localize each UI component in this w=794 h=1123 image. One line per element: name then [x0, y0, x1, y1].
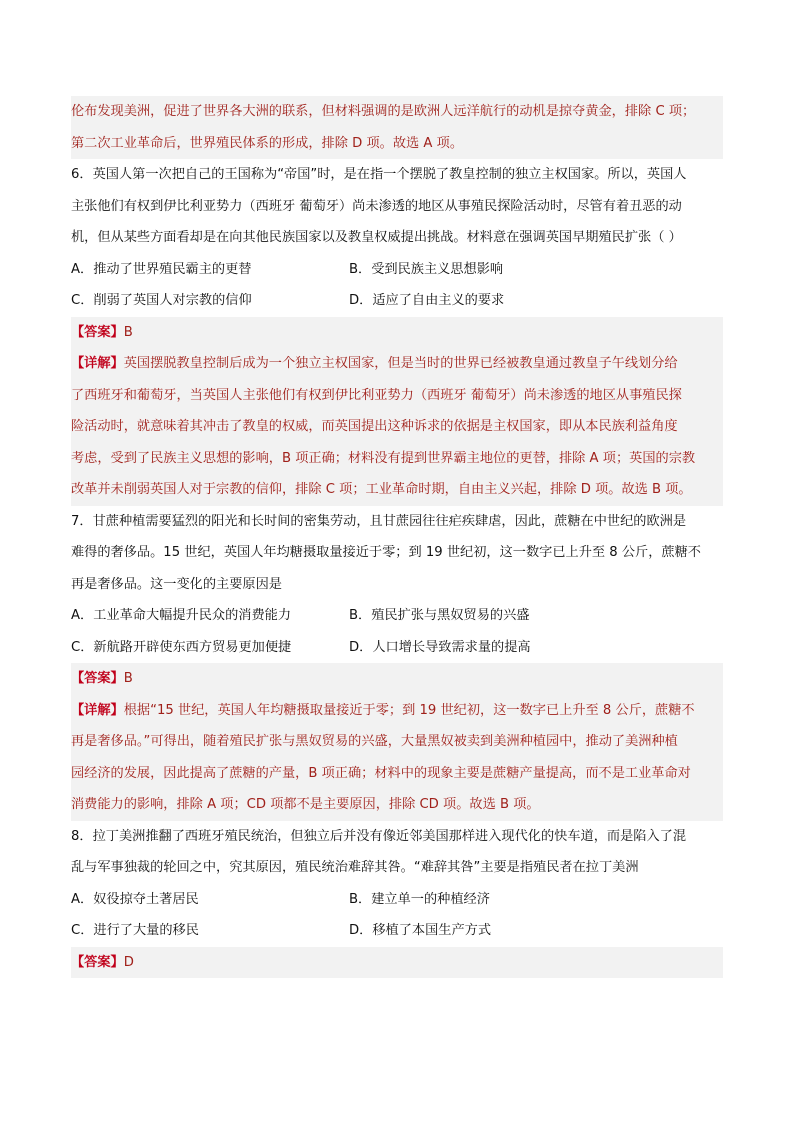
options-row [71, 254, 723, 286]
detail-text: 英国摆脱教皇控制后成为一个独立主权国家，但是当时的世界已经被教皇通过教皇子午线划分给 [123, 356, 678, 371]
option-c: C．削弱了英国人对宗教的信仰 [71, 293, 252, 308]
detail-line: 园经济的发展，因此提高了蔗糖的产量，B 项正确；材料中的现象主要是蔗糖产量提高，而不是工业革命对 [71, 758, 723, 790]
answer-value: B [123, 671, 133, 686]
question-7 [71, 506, 723, 821]
question-8 [71, 821, 723, 979]
detail-line: 考虑，受到了民族主义思想的影响，B 项正确；材料没有提到世界霸主地位的更替，排除 A 项；英国的宗教 [71, 443, 723, 475]
answer-value: B [123, 324, 133, 340]
detail-line: 改革并未削弱英国人对于宗教的信仰，排除 C 项；工业革命时期，自由主义兴起，排除 D 项。故选 B 项。 [71, 474, 723, 506]
document-page [71, 96, 723, 978]
question-stem-line: 乱与军事独裁的轮回之中，究其原因，殖民统治难辞其咎。“难辞其咎”主要是指殖民者在拉丁美洲 [71, 860, 639, 875]
answer-label: 【答案】 [71, 954, 124, 970]
option-b: B．殖民扩张与黑奴贸易的兴盛 [349, 608, 530, 623]
prev-explanation-line: 伦布发现美洲，促进了世界各大洲的联系，但材料强调的是欧洲人远洋航行的动机是掠夺黄金，排除 C 项； [71, 96, 723, 128]
options-row [71, 884, 723, 916]
detail-row [71, 695, 723, 727]
question-stem-line: 主张他们有权到伊比利亚势力（西班牙 葡萄牙）尚未渗透的地区从事殖民探险活动时，尽管有着丑恶的动 [71, 198, 682, 214]
question-stem-line: 7．甘蔗种植需要猛烈的阳光和长时间的密集劳动，且甘蔗园往往疟疾肆虐，因此，蔗糖在中世纪的欧洲是 [71, 513, 687, 529]
question-6 [71, 159, 723, 506]
question-stem-line: 8．拉丁美洲推翻了西班牙殖民统治，但独立后并没有像近邻美国那样进入现代化的快车道，而是陷入了混 [71, 828, 687, 844]
option-a: A．工业革命大幅提升民众的消费能力 [71, 608, 292, 623]
options-row [71, 285, 723, 317]
detail-line: 险活动时，就意味着其冲击了教皇的权威，而英国提出这种诉求的依据是主权国家，即从本民族利益角度 [71, 411, 723, 443]
option-b: B．受到民族主义思想影响 [349, 261, 504, 277]
detail-label: 【详解】 [71, 356, 124, 371]
answer-row [71, 663, 723, 695]
option-b: B．建立单一的种植经济 [349, 891, 490, 907]
option-a: A．奴役掠夺土著居民 [71, 891, 199, 907]
options-row [71, 632, 723, 664]
detail-line: 了西班牙和葡萄牙，当英国人主张他们有权到伊比利亚势力（西班牙 葡萄牙）尚未渗透的地区从事殖民探 [71, 380, 723, 412]
question-stem-line: 6．英国人第一次把自己的王国称为“帝国”时，是在指一个摆脱了教皇控制的独立主权国家。所以，英国人 [71, 167, 687, 182]
options-row [71, 915, 723, 947]
option-d: D．人口增长导致需求量的提高 [349, 639, 531, 655]
question-stem-line: 再是奢侈品。这一变化的主要原因是 [71, 576, 282, 592]
answer-row [71, 317, 723, 349]
option-a: A．推动了世界殖民霸主的更替 [71, 261, 252, 277]
detail-label: 【详解】 [71, 702, 124, 718]
answer-row [71, 947, 723, 979]
answer-value: D [123, 954, 134, 970]
detail-line: 再是奢侈品。”可得出，随着殖民扩张与黑奴贸易的兴盛，大量黑奴被卖到美洲种植园中，推动了美洲种植 [71, 726, 723, 758]
answer-label: 【答案】 [71, 324, 124, 340]
answer-label: 【答案】 [71, 671, 124, 686]
detail-text: 根据“15 世纪，英国人年均糖摄取量接近于零；到 19 世纪初，这一数字已上升至 8 公斤，蔗糖不 [123, 702, 695, 718]
question-stem-line: 难得的奢侈品。15 世纪，英国人年均糖摄取量接近于零；到 19 世纪初，这一数字已上升至 8 公斤，蔗糖不 [71, 545, 701, 560]
option-d: D．适应了自由主义的要求 [349, 293, 505, 308]
detail-line: 消费能力的影响，排除 A 项；CD 项都不是主要原因，排除 CD 项。故选 B 项。 [71, 789, 723, 821]
prev-explanation-line: 第二次工业革命后，世界殖民体系的形成，排除 D 项。故选 A 项。 [71, 128, 723, 160]
detail-row [71, 348, 723, 380]
options-row [71, 600, 723, 632]
option-c: C．新航路开辟使东西方贸易更加便捷 [71, 639, 292, 655]
option-c: C．进行了大量的移民 [71, 923, 199, 938]
option-d: D．移植了本国生产方式 [349, 923, 492, 938]
question-stem-line: 机，但从某些方面看却是在向其他民族国家以及教皇权威提出挑战。材料意在强调英国早期殖民扩张（ ） [71, 230, 682, 245]
